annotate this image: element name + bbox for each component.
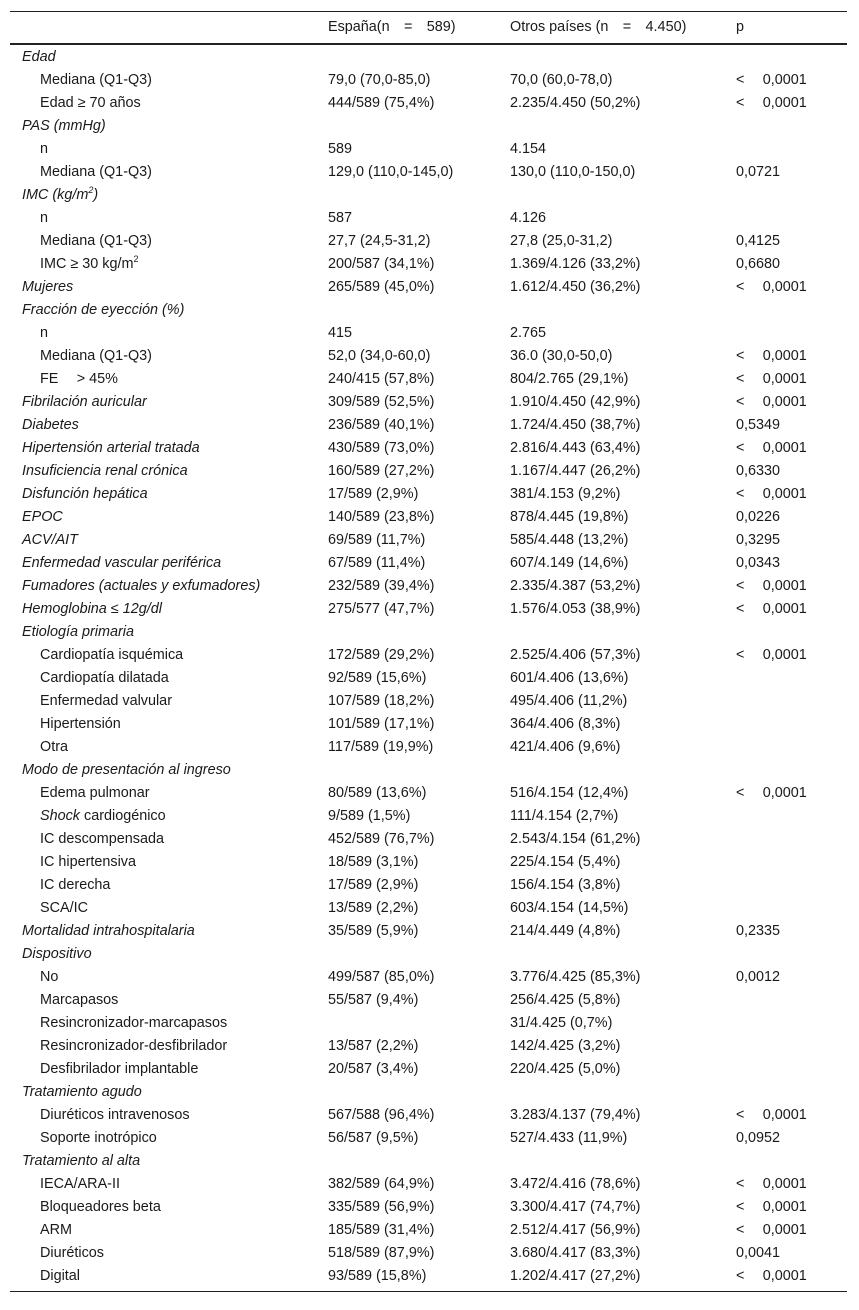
table-row xyxy=(10,1012,847,1035)
row-label: Mediana (Q1-Q3) xyxy=(40,348,152,364)
table-row xyxy=(10,736,847,759)
row-label: Mediana (Q1-Q3) xyxy=(40,72,152,88)
value-other-countries: 527/4.433 (11,9%) xyxy=(510,1130,628,1146)
value-other-countries: 31/4.425 (0,7%) xyxy=(510,1015,613,1031)
table-row xyxy=(10,897,847,920)
row-label: Edad ≥ 70 años xyxy=(40,95,141,111)
row-label: Hipertensión xyxy=(40,716,121,732)
value-p: 0,6680 xyxy=(736,256,781,272)
value-p: < 0,0001 xyxy=(736,371,807,387)
value-spain: 587 xyxy=(328,210,353,226)
value-other-countries: 364/4.406 (8,3%) xyxy=(510,716,621,732)
row-label: ACV/AIT xyxy=(22,532,78,548)
value-other-countries: 111/4.154 (2,7%) xyxy=(510,808,619,824)
row-label: Resincronizador-marcapasos xyxy=(40,1015,228,1031)
value-other-countries: 2.765 xyxy=(510,325,547,341)
value-p: < 0,0001 xyxy=(736,1176,807,1192)
value-p: 0,0226 xyxy=(736,509,781,525)
row-label: Enfermedad vascular periférica xyxy=(22,555,222,571)
table-row-category xyxy=(10,1081,847,1104)
value-other-countries: 381/4.153 (9,2%) xyxy=(510,486,621,502)
table-row xyxy=(10,1127,847,1150)
value-p: 0,3295 xyxy=(736,532,781,548)
value-spain: 27,7 (24,5-31,2) xyxy=(328,233,431,249)
table-row xyxy=(10,92,847,115)
value-spain: 415 xyxy=(328,325,353,341)
row-label: IECA/ARA-II xyxy=(40,1176,120,1192)
value-spain: 185/589 (31,4%) xyxy=(328,1222,435,1238)
value-p: < 0,0001 xyxy=(736,1199,807,1215)
value-spain: 275/577 (47,7%) xyxy=(328,601,435,617)
value-p: < 0,0001 xyxy=(736,394,807,410)
row-label: Hemoglobina ≤ 12g/dl xyxy=(22,601,162,617)
table-row-category xyxy=(10,115,847,138)
value-p: < 0,0001 xyxy=(736,348,807,364)
value-spain: 101/589 (17,1%) xyxy=(328,716,435,732)
value-spain: 160/589 (27,2%) xyxy=(328,463,435,479)
row-label: No xyxy=(40,969,59,985)
table-row-category xyxy=(10,529,847,552)
value-spain: 382/589 (64,9%) xyxy=(328,1176,435,1192)
table-body xyxy=(10,45,847,1291)
value-p: < 0,0001 xyxy=(736,279,807,295)
row-label: Fracción de eyección (%) xyxy=(22,302,185,318)
value-spain: 56/587 (9,5%) xyxy=(328,1130,419,1146)
value-other-countries: 1.167/4.447 (26,2%) xyxy=(510,463,641,479)
table-row-category xyxy=(10,460,847,483)
row-label: FE > 45% xyxy=(40,371,118,387)
table-row-category xyxy=(10,414,847,437)
value-other-countries: 36.0 (30,0-50,0) xyxy=(510,348,613,364)
value-other-countries: 27,8 (25,0-31,2) xyxy=(510,233,613,249)
table-row-category xyxy=(10,552,847,575)
table-row xyxy=(10,1173,847,1196)
row-label: ARM xyxy=(40,1222,72,1238)
value-spain: 17/589 (2,9%) xyxy=(328,877,419,893)
value-spain: 17/589 (2,9%) xyxy=(328,486,419,502)
value-other-countries: 2.816/4.443 (63,4%) xyxy=(510,440,641,456)
table-row xyxy=(10,207,847,230)
row-label: Mediana (Q1-Q3) xyxy=(40,233,152,249)
row-label: Mortalidad intrahospitalaria xyxy=(22,923,195,939)
table-row-category xyxy=(10,759,847,782)
value-p: < 0,0001 xyxy=(736,1107,807,1123)
row-label: Insuficiencia renal crónica xyxy=(22,463,188,479)
value-spain: 92/589 (15,6%) xyxy=(328,670,427,686)
value-other-countries: 2.512/4.417 (56,9%) xyxy=(510,1222,641,1238)
value-spain: 9/589 (1,5%) xyxy=(328,808,411,824)
header-spain: España(n = 589) xyxy=(328,19,456,35)
value-p: 0,5349 xyxy=(736,417,781,433)
row-label: Shock cardiogénico xyxy=(40,808,166,824)
table-row xyxy=(10,805,847,828)
value-other-countries: 3.300/4.417 (74,7%) xyxy=(510,1199,641,1215)
row-label: SCA/IC xyxy=(40,900,88,916)
value-p: < 0,0001 xyxy=(736,72,807,88)
row-label: Diuréticos xyxy=(40,1245,104,1261)
value-p: < 0,0001 xyxy=(736,1222,807,1238)
table-row-category xyxy=(10,299,847,322)
value-p: 0,6330 xyxy=(736,463,781,479)
value-p: 0,2335 xyxy=(736,923,781,939)
table-row xyxy=(10,345,847,368)
value-spain: 335/589 (56,9%) xyxy=(328,1199,435,1215)
row-label: PAS (mmHg) xyxy=(22,118,106,134)
value-spain: 52,0 (34,0-60,0) xyxy=(328,348,431,364)
value-spain: 265/589 (45,0%) xyxy=(328,279,435,295)
value-spain: 93/589 (15,8%) xyxy=(328,1268,427,1284)
value-spain: 452/589 (76,7%) xyxy=(328,831,435,847)
table-row xyxy=(10,322,847,345)
row-label: Marcapasos xyxy=(40,992,119,1008)
row-label: IC hipertensiva xyxy=(40,854,136,870)
table-row xyxy=(10,1242,847,1265)
value-other-countries: 1.576/4.053 (38,9%) xyxy=(510,601,641,617)
value-spain: 589 xyxy=(328,141,353,157)
table-row xyxy=(10,782,847,805)
table-row-category xyxy=(10,46,847,69)
table-row-category xyxy=(10,943,847,966)
value-p: 0,0721 xyxy=(736,164,781,180)
row-label: Desfibrilador implantable xyxy=(40,1061,199,1077)
table-row xyxy=(10,1219,847,1242)
value-spain: 309/589 (52,5%) xyxy=(328,394,435,410)
value-spain: 80/589 (13,6%) xyxy=(328,785,427,801)
value-p: < 0,0001 xyxy=(736,486,807,502)
value-other-countries: 3.472/4.416 (78,6%) xyxy=(510,1176,641,1192)
value-spain: 172/589 (29,2%) xyxy=(328,647,435,663)
value-p: 0,0343 xyxy=(736,555,781,571)
row-label: n xyxy=(40,325,49,341)
table-row-category xyxy=(10,506,847,529)
value-spain: 236/589 (40,1%) xyxy=(328,417,435,433)
row-label: Disfunción hepática xyxy=(22,486,148,502)
table-row-category xyxy=(10,391,847,414)
value-spain: 140/589 (23,8%) xyxy=(328,509,435,525)
value-other-countries: 1.369/4.126 (33,2%) xyxy=(510,256,641,272)
value-other-countries: 2.235/4.450 (50,2%) xyxy=(510,95,641,111)
table-row xyxy=(10,253,847,276)
value-spain: 35/589 (5,9%) xyxy=(328,923,419,939)
value-p: < 0,0001 xyxy=(736,785,807,801)
table-row xyxy=(10,1265,847,1288)
value-other-countries: 256/4.425 (5,8%) xyxy=(510,992,621,1008)
value-spain: 117/589 (19,9%) xyxy=(328,739,434,755)
row-label: Diabetes xyxy=(22,417,79,433)
table-row xyxy=(10,667,847,690)
value-p: < 0,0001 xyxy=(736,440,807,456)
table-row xyxy=(10,1058,847,1081)
value-other-countries: 220/4.425 (5,0%) xyxy=(510,1061,621,1077)
value-spain: 69/589 (11,7%) xyxy=(328,532,426,548)
row-label: Enfermedad valvular xyxy=(40,693,172,709)
row-label: Modo de presentación al ingreso xyxy=(22,762,231,778)
value-spain: 129,0 (110,0-145,0) xyxy=(328,164,454,180)
table-row xyxy=(10,69,847,92)
value-spain: 518/589 (87,9%) xyxy=(328,1245,435,1261)
table-row xyxy=(10,1035,847,1058)
table-row xyxy=(10,138,847,161)
value-spain: 240/415 (57,8%) xyxy=(328,371,435,387)
row-label: IMC $(kg/m^2)$ xyxy=(22,185,99,203)
table-header xyxy=(10,12,847,45)
row-label: Edad xyxy=(22,49,56,65)
table-row-category xyxy=(10,621,847,644)
value-p: < 0,0001 xyxy=(736,1268,807,1284)
table-row-category xyxy=(10,598,847,621)
value-spain: 67/589 (11,4%) xyxy=(328,555,426,571)
row-label: IMC ≥ 30 $kg/m^2$ xyxy=(40,254,139,272)
row-label: Resincronizador-desfibrilador xyxy=(40,1038,228,1054)
value-other-countries: 2.543/4.154 (61,2%) xyxy=(510,831,641,847)
table-row-category xyxy=(10,575,847,598)
row-label: Digital xyxy=(40,1268,80,1284)
table-row xyxy=(10,828,847,851)
value-other-countries: 585/4.448 (13,2%) xyxy=(510,532,629,548)
value-spain: 200/587 (34,1%) xyxy=(328,256,435,272)
value-p: < 0,0001 xyxy=(736,601,807,617)
row-label: Bloqueadores beta xyxy=(40,1199,161,1215)
row-label: Hipertensión arterial tratada xyxy=(22,440,200,456)
table-row xyxy=(10,1196,847,1219)
table-row xyxy=(10,230,847,253)
value-other-countries: 4.154 xyxy=(510,141,547,157)
value-other-countries: 2.335/4.387 (53,2%) xyxy=(510,578,641,594)
value-spain: 55/587 (9,4%) xyxy=(328,992,419,1008)
value-p: < 0,0001 xyxy=(736,95,807,111)
comparison-table xyxy=(10,11,847,1292)
value-other-countries: 2.525/4.406 (57,3%) xyxy=(510,647,641,663)
value-other-countries: 142/4.425 (3,2%) xyxy=(510,1038,621,1054)
table-row-category xyxy=(10,437,847,460)
row-label: Edema pulmonar xyxy=(40,785,150,801)
value-other-countries: 516/4.154 (12,4%) xyxy=(510,785,629,801)
value-p: < 0,0001 xyxy=(736,578,807,594)
table-row xyxy=(10,1104,847,1127)
value-other-countries: 3.680/4.417 (83,3%) xyxy=(510,1245,641,1261)
row-label: Etiología primaria xyxy=(22,624,134,640)
value-p: 0,4125 xyxy=(736,233,781,249)
value-other-countries: 1.724/4.450 (38,7%) xyxy=(510,417,641,433)
value-other-countries: 878/4.445 (19,8%) xyxy=(510,509,629,525)
value-p: 0,0952 xyxy=(736,1130,781,1146)
value-other-countries: 214/4.449 (4,8%) xyxy=(510,923,621,939)
value-spain: 18/589 (3,1%) xyxy=(328,854,419,870)
value-other-countries: 1.910/4.450 (42,9%) xyxy=(510,394,641,410)
value-p: < 0,0001 xyxy=(736,647,807,663)
value-other-countries: 156/4.154 (3,8%) xyxy=(510,877,621,893)
value-spain: 13/589 (2,2%) xyxy=(328,900,419,916)
value-spain: 499/587 (85,0%) xyxy=(328,969,435,985)
value-spain: 444/589 (75,4%) xyxy=(328,95,435,111)
table-row xyxy=(10,368,847,391)
row-label: Mediana (Q1-Q3) xyxy=(40,164,152,180)
table-row xyxy=(10,966,847,989)
row-label: EPOC xyxy=(22,509,63,525)
value-other-countries: 1.612/4.450 (36,2%) xyxy=(510,279,641,295)
value-spain: 232/589 (39,4%) xyxy=(328,578,435,594)
header-other-countries: Otros países (n = 4.450) xyxy=(510,19,687,35)
row-label: Tratamiento al alta xyxy=(22,1153,141,1169)
table-row xyxy=(10,161,847,184)
row-label: Cardiopatía isquémica xyxy=(40,647,184,663)
table-row xyxy=(10,851,847,874)
value-other-countries: 607/4.149 (14,6%) xyxy=(510,555,629,571)
row-label: Soporte inotrópico xyxy=(40,1130,157,1146)
value-spain: 20/587 (3,4%) xyxy=(328,1061,419,1077)
row-label: Otra xyxy=(40,739,68,755)
value-other-countries: 1.202/4.417 (27,2%) xyxy=(510,1268,641,1284)
value-other-countries: 603/4.154 (14,5%) xyxy=(510,900,629,916)
value-spain: 107/589 (18,2%) xyxy=(328,693,435,709)
value-spain: 567/588 (96,4%) xyxy=(328,1107,435,1123)
row-label: Fibrilación auricular xyxy=(22,394,147,410)
table-row xyxy=(10,644,847,667)
table-row-category xyxy=(10,1150,847,1173)
table-row-category xyxy=(10,920,847,943)
table-row xyxy=(10,874,847,897)
value-other-countries: 130,0 (110,0-150,0) xyxy=(510,164,636,180)
row-label: IC derecha xyxy=(40,877,111,893)
header-p-value: p xyxy=(736,19,745,35)
value-other-countries: 4.126 xyxy=(510,210,547,226)
value-spain: 430/589 (73,0%) xyxy=(328,440,435,456)
value-other-countries: 421/4.406 (9,6%) xyxy=(510,739,621,755)
row-label: Dispositivo xyxy=(22,946,92,962)
row-label: Diuréticos intravenosos xyxy=(40,1107,190,1123)
table-row xyxy=(10,690,847,713)
row-label: Fumadores (actuales y exfumadores) xyxy=(22,578,261,594)
row-label: IC descompensada xyxy=(40,831,164,847)
row-label: Mujeres xyxy=(22,279,74,295)
value-spain: 13/587 (2,2%) xyxy=(328,1038,419,1054)
row-label: n xyxy=(40,141,49,157)
table-row-category xyxy=(10,483,847,506)
table-row xyxy=(10,989,847,1012)
table-row-category xyxy=(10,276,847,299)
value-other-countries: 601/4.406 (13,6%) xyxy=(510,670,629,686)
value-other-countries: 804/2.765 (29,1%) xyxy=(510,371,629,387)
table-row xyxy=(10,713,847,736)
value-other-countries: 495/4.406 (11,2%) xyxy=(510,693,628,709)
value-other-countries: 3.776/4.425 (85,3%) xyxy=(510,969,641,985)
value-p: 0,0012 xyxy=(736,969,781,985)
value-p: 0,0041 xyxy=(736,1245,781,1261)
row-label: n xyxy=(40,210,49,226)
row-label: Tratamiento agudo xyxy=(22,1084,142,1100)
table-row-category xyxy=(10,184,847,207)
value-spain: 79,0 (70,0-85,0) xyxy=(328,72,431,88)
value-other-countries: 3.283/4.137 (79,4%) xyxy=(510,1107,641,1123)
value-other-countries: 225/4.154 (5,4%) xyxy=(510,854,621,870)
value-other-countries: 70,0 (60,0-78,0) xyxy=(510,72,613,88)
row-label: Cardiopatía dilatada xyxy=(40,670,169,686)
